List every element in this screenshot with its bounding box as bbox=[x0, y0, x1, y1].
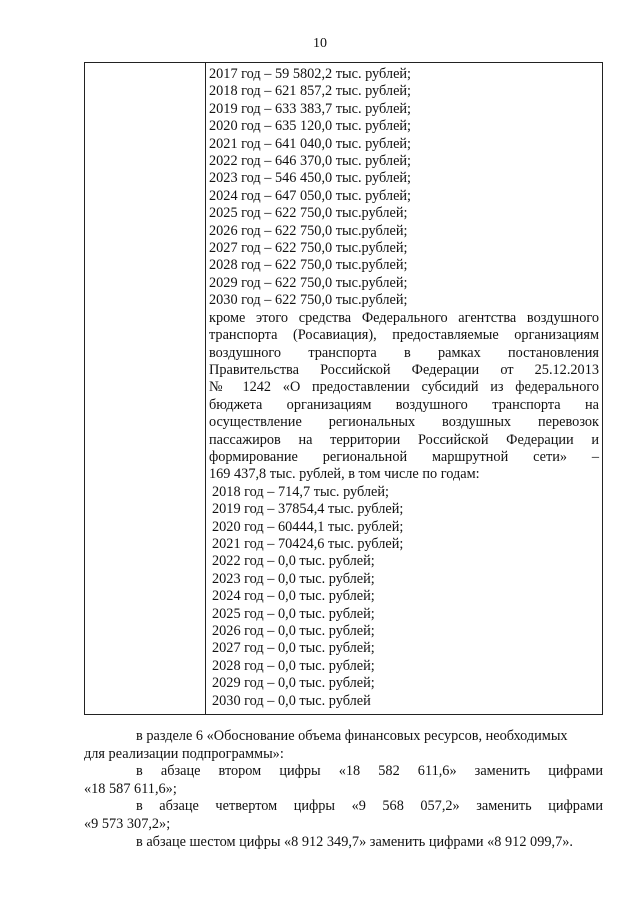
year-amount-line: 2030 год – 0,0 тыс. рублей bbox=[212, 692, 371, 709]
amendment-text bbox=[84, 728, 603, 851]
paragraph-line: воздушного транспорта в рамках постановления bbox=[209, 344, 599, 361]
year-amount-line: 2026 год – 622 750,0 тыс.рублей; bbox=[209, 222, 408, 239]
para2-line1: в абзаце втором цифры «18 582 611,6» заменить цифрами bbox=[136, 763, 603, 780]
year-amount-line: 2026 год – 0,0 тыс. рублей; bbox=[212, 623, 375, 639]
year-amount-line: 2018 год – 714,7 тыс. рублей; bbox=[212, 483, 390, 500]
paragraph-line: № 1242 «О предоставлении субсидий из федерального bbox=[209, 379, 599, 396]
year-amount-line: 2025 год – 0,0 тыс. рублей; bbox=[212, 605, 375, 622]
para4-line1: в абзаце четвертом цифры «9 568 057,2» заменить цифрами bbox=[136, 798, 603, 815]
year-amount-line: 2027 год – 622 750,0 тыс.рублей; bbox=[209, 240, 408, 257]
paragraph-line: осуществление региональных воздушных перевозок bbox=[209, 414, 599, 431]
year-amount-line: 2019 год – 37854,4 тыс. рублей; bbox=[212, 501, 404, 518]
para6-line: в абзаце шестом цифры «8 912 349,7» заменить цифрами «8 912 099,7». bbox=[136, 833, 573, 850]
year-amount-line: 2023 год – 0,0 тыс. рублей; bbox=[212, 570, 375, 587]
year-amount-line: 2025 год – 622 750,0 тыс.рублей; bbox=[209, 205, 408, 222]
funding-cell bbox=[209, 66, 599, 710]
year-amount-line: 2020 год – 60444,1 тыс. рублей; bbox=[212, 518, 404, 535]
year-list-a bbox=[209, 66, 599, 310]
year-list-b bbox=[209, 484, 599, 710]
year-amount-line: 2024 год – 0,0 тыс. рублей; bbox=[212, 588, 375, 605]
year-amount-line: 2022 год – 0,0 тыс. рублей; bbox=[212, 553, 375, 570]
paragraph-line: пассажиров на территории Российской Федерации и bbox=[209, 431, 599, 448]
year-amount-line: 2023 год – 546 450,0 тыс. рублей; bbox=[209, 170, 412, 187]
year-amount-line: 2019 год – 633 383,7 тыс. рублей; bbox=[209, 100, 412, 117]
year-amount-line: 2024 год – 647 050,0 тыс. рублей; bbox=[209, 187, 412, 204]
para2-line2: «18 587 611,6»; bbox=[84, 780, 177, 797]
funding-table bbox=[84, 62, 603, 715]
paragraph-line: бюджета организациям воздушного транспорта на bbox=[209, 396, 599, 413]
paragraph-line: кроме этого средства Федерального агентства воздушного bbox=[209, 309, 599, 326]
year-amount-line: 2028 год – 0,0 тыс. рублей; bbox=[212, 657, 375, 674]
section6-para-line1: в разделе 6 «Обоснование объема финансовых ресурсов, необходимых bbox=[136, 728, 568, 744]
year-amount-line: 2028 год – 622 750,0 тыс.рублей; bbox=[209, 257, 408, 274]
paragraph-line: формирование региональной маршрутной сети» – bbox=[209, 448, 599, 465]
year-amount-line: 2017 год – 59 5802,2 тыс. рублей; bbox=[209, 66, 412, 82]
year-amount-line: 2020 год – 635 120,0 тыс. рублей; bbox=[209, 118, 412, 135]
paragraph-line: Правительства Российской Федерации от 25.12.2013 bbox=[209, 361, 599, 378]
year-amount-line: 2022 год – 646 370,0 тыс. рублей; bbox=[209, 153, 412, 170]
year-amount-line: 2021 год – 641 040,0 тыс. рублей; bbox=[209, 135, 412, 152]
page-number: 10 bbox=[313, 36, 327, 51]
para4-line2: «9 573 307,2»; bbox=[84, 815, 171, 832]
year-amount-line: 2030 год – 622 750,0 тыс.рублей; bbox=[209, 292, 408, 309]
rosaviatsiya-paragraph bbox=[209, 310, 599, 467]
table-column-divider bbox=[205, 63, 206, 714]
paragraph-line: транспорта (Росавиация), предоставляемые организациям bbox=[209, 327, 599, 344]
year-amount-line: 2021 год – 70424,6 тыс. рублей; bbox=[212, 535, 404, 552]
year-amount-line: 2029 год – 622 750,0 тыс.рублей; bbox=[209, 274, 408, 291]
year-amount-line: 2027 год – 0,0 тыс. рублей; bbox=[212, 640, 375, 657]
paragraph-last-line: 169 437,8 тыс. рублей, в том числе по годам: bbox=[209, 466, 480, 483]
year-amount-line: 2018 год – 621 857,2 тыс. рублей; bbox=[209, 83, 412, 100]
year-amount-line: 2029 год – 0,0 тыс. рублей; bbox=[212, 675, 375, 692]
section6-para-line2: для реализации подпрограммы»: bbox=[84, 745, 284, 762]
